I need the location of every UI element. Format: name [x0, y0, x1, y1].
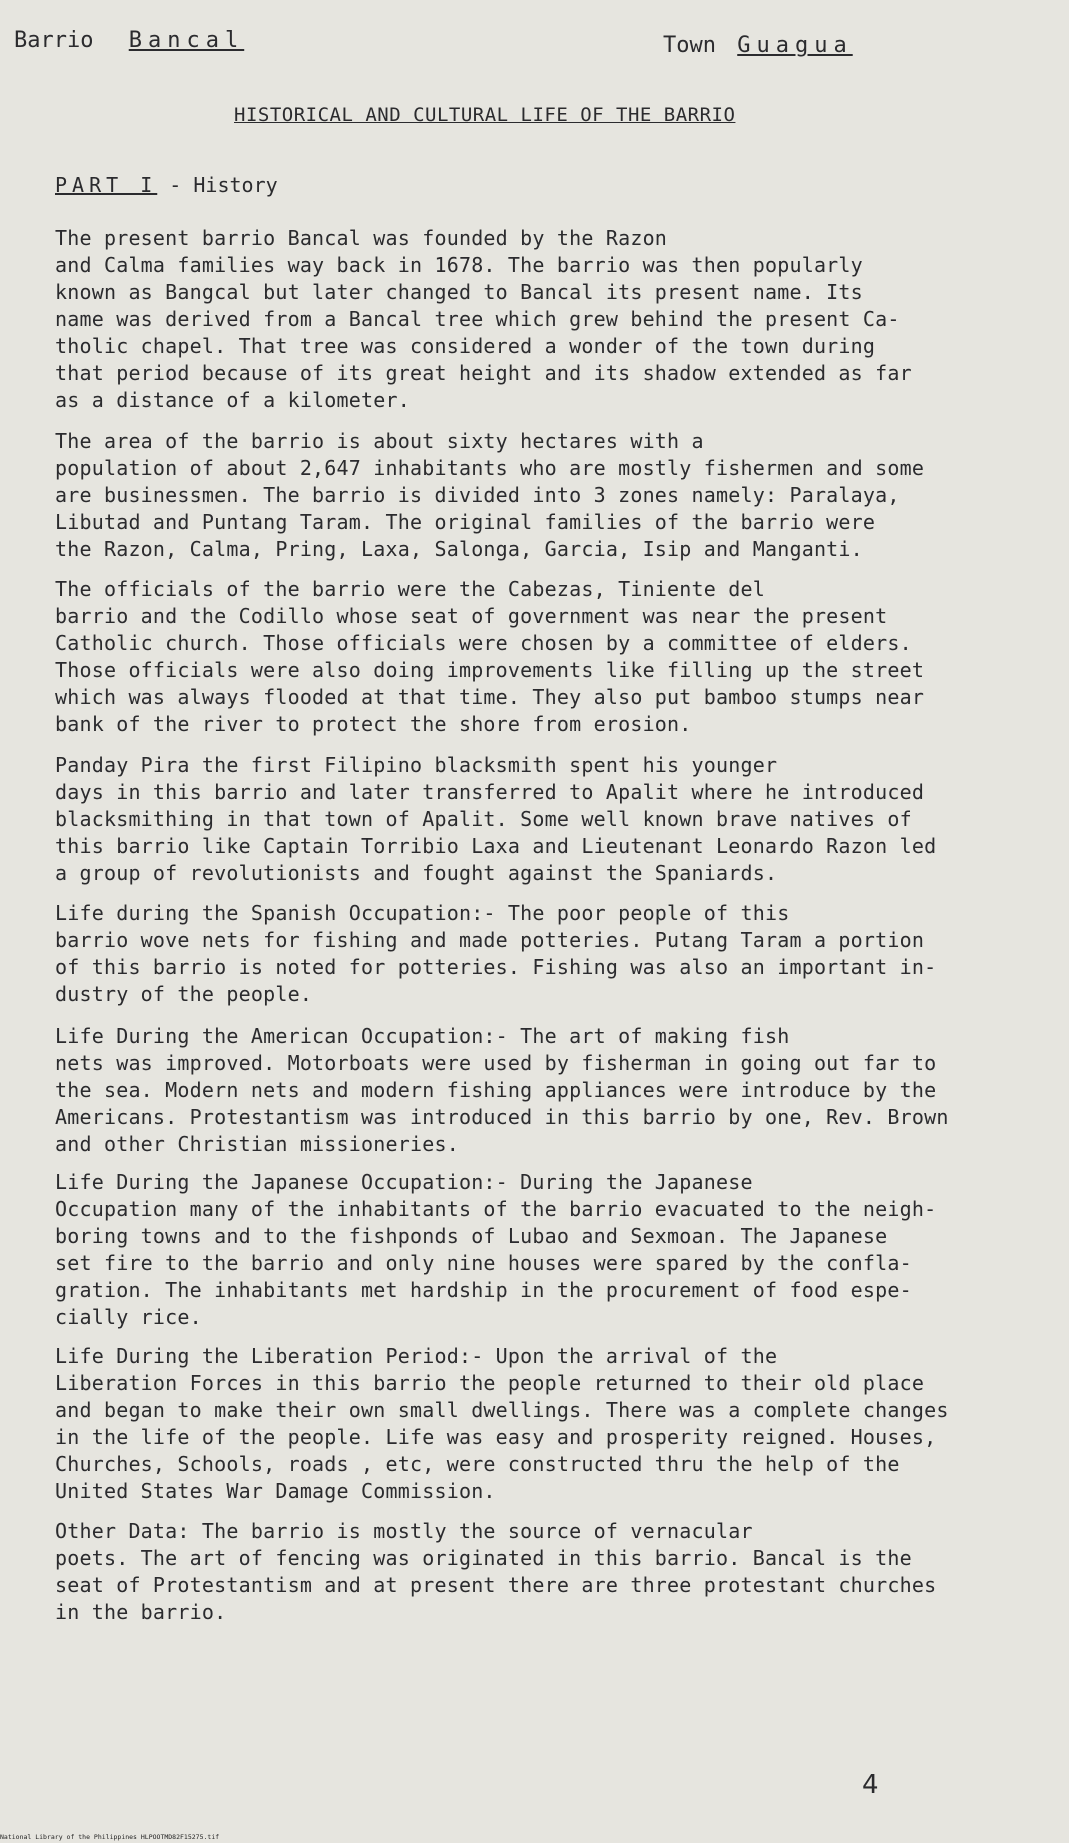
town-header	[663, 33, 853, 58]
paragraph-liberation: Life During the Liberation Period:- Upon the arrival of the Liberation Forces in this barrio the people returned to their old place and began to make their own small dwellings. There was a complete changes in the life of the people. Life was easy and prosperity reigned. Houses, Churches, Schools, roads , etc, were constructed thru the help of the United States War Damage Commission.	[55, 1344, 949, 1503]
paragraph-other-data: Other Data: The barrio is mostly the source of vernacular poets. The art of fencing was originated in this barrio. Bancal is the seat of Protestantism and at present there are three protestant churches in the barrio.	[55, 1519, 937, 1624]
paragraph-japanese: Life During the Japanese Occupation:- During the Japanese Occupation many of the inhabitants of the barrio evacuated to the neigh- boring towns and to the fishponds of Lubao and Sexmoan. The Japanese set fire to the barrio and only nine houses were spared by the confla- gration. The inhabitants met hardship in the procurement of food espe- cially rice.	[55, 1170, 937, 1329]
paragraph-officials: The officials of the barrio were the Cabezas, Tiniente del barrio and the Codillo whose seat of government was near the present Catholic church. Those officials were chosen by a committee of elders. Those officials were also doing improvements like filling up the street which was always flooded at that time. They also put bamboo stumps near bank of the river to protect the shore from erosion.	[55, 577, 925, 736]
page-number: 4	[862, 1770, 879, 1800]
part-heading	[55, 173, 278, 197]
barrio-header	[14, 28, 244, 53]
barrio-value: Bancal	[128, 28, 245, 53]
paragraph-spanish: Life during the Spanish Occupation:- The poor people of this barrio wove nets for fishing and made potteries. Putang Taram a portion of this barrio is noted for potteries. Fishing was also an important in- dustry of the people.	[55, 901, 937, 1006]
town-value: Guagua	[737, 33, 853, 58]
paragraph-american: Life During the American Occupation:- The art of making fish nets was improved. Motorboats were used by fisherman in going out far to the sea. Modern nets and modern fishing appliances were introduce by the Americans. Protestantism was introduced in this barrio by one, Rev. Brown and other Christian missioneries.	[55, 1024, 949, 1156]
paragraph-panday-pira: Panday Pira the first Filipino blacksmith spent his younger days in this barrio and later transferred to Apalit where he introduced blacksmithing in that town of Apalit. Some well known brave natives of this barrio like Captain Torribio Laxa and Lieutenant Leonardo Razon led a group of revolutionists and fought against the Spaniards.	[55, 753, 937, 885]
document-title: HISTORICAL AND CULTURAL LIFE OF THE BARRIO	[234, 104, 736, 126]
barrio-label: Barrio	[14, 28, 94, 53]
town-label: Town	[663, 33, 716, 58]
scan-footer: National Library of the Philippines HLPOOTMD82F15275.tif	[0, 1833, 220, 1841]
part-suffix: - History	[157, 173, 278, 197]
paragraph-founding: The present barrio Bancal was founded by the Razon and Calma families way back in 1678. The barrio was then popularly known as Bangcal but later changed to Bancal its present name. Its name was derived from a Bancal tree which grew behind the present Ca- tholic chapel. That tree was considered a wonder of the town during that period because of its great height and its shadow extended as far as a distance of a kilometer.	[55, 226, 912, 412]
part-label: PART I	[55, 173, 158, 197]
paragraph-area: The area of the barrio is about sixty hectares with a population of about 2,647 inhabitants who are mostly fishermen and some are businessmen. The barrio is divided into 3 zones namely: Paralaya, Libutad and Puntang Taram. The original families of the barrio were the Razon, Calma, Pring, Laxa, Salonga, Garcia, Isip and Manganti.	[55, 429, 925, 561]
